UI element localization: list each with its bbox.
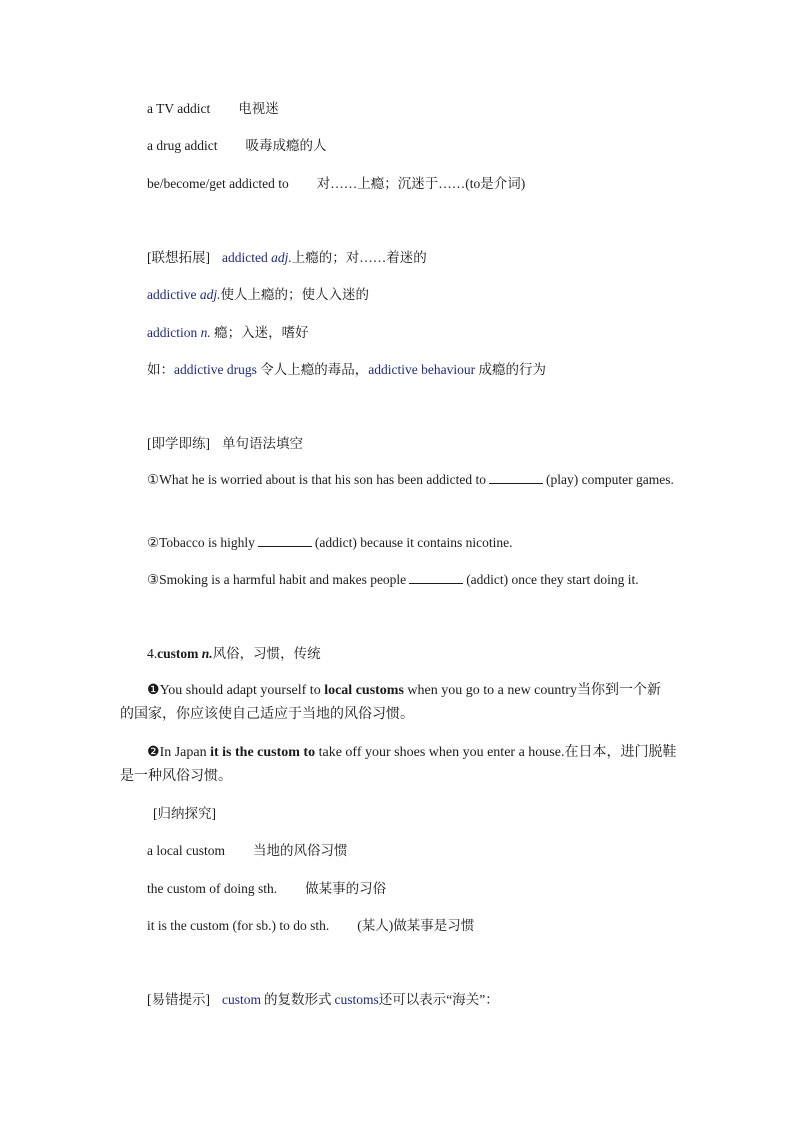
example-2-line-1: ❷In Japan it is the custom to take off your shoes when you enter a house.在日本，进门脱鞋 [147, 745, 677, 760]
entry-word: custom [157, 646, 199, 661]
phrase-cn: 吸毒成瘾的人 [245, 138, 327, 153]
example-en: addictive drugs [174, 362, 257, 377]
phrase-row [147, 917, 474, 935]
phrase-cn: 对……上瘾；沉迷于……(to是介词) [316, 176, 526, 191]
phrase-cn: 做某事的习俗 [305, 881, 387, 896]
answer-blank[interactable] [409, 571, 463, 584]
practice-heading [147, 435, 303, 453]
example-cn: 令人上瘾的毒品， [260, 362, 369, 377]
phrase-cn: 电视迷 [238, 101, 279, 116]
tip-line: [易错提示] custom 的复数形式 customs还可以表示“海关”： [147, 992, 499, 1007]
number-mark: ❶ [147, 683, 160, 698]
word: addicted [222, 250, 268, 265]
practice-title: 单句语法填空 [222, 436, 303, 451]
summary-tag: [归纳探究] [153, 806, 216, 821]
answer-blank[interactable] [489, 471, 543, 484]
association-example [147, 361, 546, 379]
phrase-row [147, 175, 525, 193]
part-of-speech: n. [200, 325, 211, 340]
question-2: ②Tobacco is highly (addict) because it contains nicotine. [147, 535, 513, 550]
example-2-line-2: 是一种风俗习惯。 [120, 769, 232, 784]
question-1: ①What he is worried about is that his son has been addicted to (play) computer games. [147, 472, 674, 487]
example-cn: 成瘾的行为 [478, 362, 546, 377]
phrase-row [147, 880, 386, 898]
definition: 瘾；入迷，嗜好 [214, 325, 309, 340]
phrase-row [147, 137, 326, 155]
tip-tag: [易错提示] [147, 992, 210, 1007]
phrase-en: be/become/get addicted to [147, 176, 289, 191]
example-1-line-2: 的国家，你应该使自己适应于当地的风俗习惯。 [120, 707, 414, 722]
association-line-2 [147, 286, 369, 304]
phrase-cn: (某人)做某事是习惯 [357, 918, 475, 933]
entry-definition: 风俗，习惯，传统 [212, 646, 321, 661]
entry-pos: n. [201, 646, 213, 661]
answer-blank[interactable] [258, 534, 312, 547]
phrase-en: a local custom [147, 843, 225, 858]
part-of-speech: adj. [271, 250, 292, 265]
entry-number: 4. [147, 646, 158, 661]
association-line-3 [147, 324, 309, 342]
example-en: addictive behaviour [368, 362, 476, 377]
part-of-speech: adj. [199, 287, 221, 302]
association-line-1 [147, 249, 427, 267]
phrase-en: the custom of doing sth. [147, 881, 278, 896]
phrase-cn: 当地的风俗习惯 [252, 843, 348, 858]
association-tag: [联想拓展] [147, 250, 210, 265]
word: addictive [147, 287, 197, 302]
phrase-en: a drug addict [147, 138, 218, 153]
question-3: ③Smoking is a harmful habit and makes people (addict) once they start doing it. [147, 572, 639, 587]
example-lead: 如： [147, 362, 174, 377]
definition: 上瘾的；对……着迷的 [291, 250, 427, 265]
word: addiction [147, 325, 198, 340]
phrase-row [147, 842, 347, 860]
definition: 使人上瘾的；使人入迷的 [220, 287, 369, 302]
practice-tag: [即学即练] [147, 436, 210, 451]
phrase-en: a TV addict [147, 101, 211, 116]
example-1-line-1: ❶You should adapt yourself to local customs when you go to a new country当你到一个新 [147, 683, 661, 698]
phrase-row [147, 100, 279, 118]
phrase-en: it is the custom (for sb.) to do sth. [147, 918, 330, 933]
number-mark: ❷ [147, 745, 160, 760]
entry-heading [147, 645, 321, 663]
